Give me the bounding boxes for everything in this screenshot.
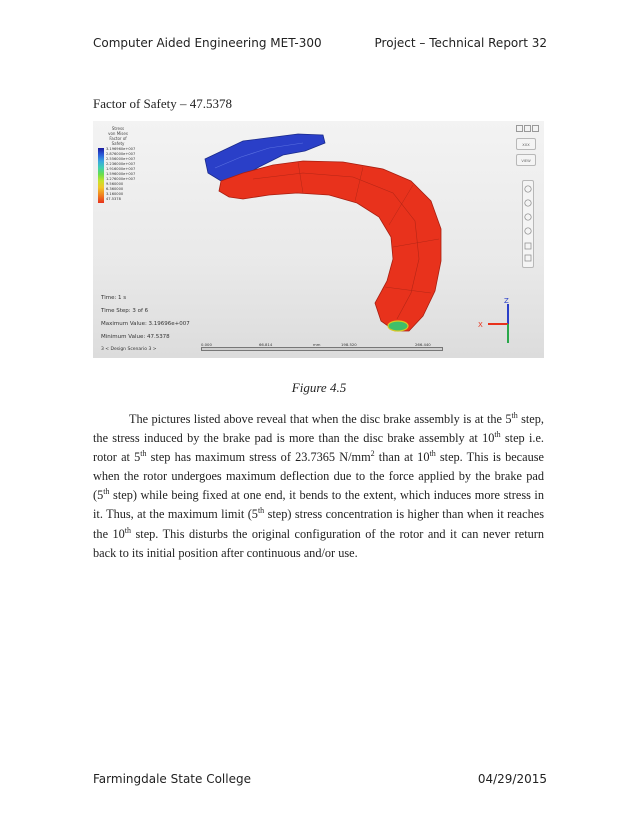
restore-icon[interactable]: [524, 125, 531, 132]
navigation-bar[interactable]: [522, 180, 534, 268]
svg-text:Z: Z: [504, 297, 509, 305]
footer-date: 04/29/2015: [477, 772, 547, 786]
page-header: [93, 36, 547, 56]
header-course-title: Computer Aided Engineering MET-300: [93, 36, 322, 50]
look-icon: [525, 243, 531, 249]
orbit-icon: [525, 186, 531, 192]
view-toolbar: [514, 124, 540, 264]
contact-stress-region: [388, 321, 408, 331]
fea-result-figure: [93, 121, 544, 358]
axis-triad-icon: [478, 297, 509, 343]
rotor-shape: [219, 161, 441, 331]
fit-icon: [525, 228, 531, 234]
minimize-icon[interactable]: [516, 125, 523, 132]
figure-caption: Figure 4.5: [291, 380, 347, 395]
section-icon: [525, 255, 531, 261]
view-cube-button[interactable]: XXX: [516, 138, 536, 150]
legend-values: 3.196960e+007 2.876000e+007 2.556000e+007 2.236000e+007 1.916000e+007 1.596000e+007 1.276000e+007 9.560000 6.360000 3.160000 47.5378: [106, 147, 136, 201]
zoom-icon: [525, 214, 531, 220]
footer-college: Farmingdale State College: [93, 772, 251, 786]
body-paragraph: The pictures listed above reveal that when the disc brake assembly is at the 5th step, the stress induced by the brake pad is more than the disc brake assembly at 10th step i.e. rotor at 5th step has maximum stress of 23.7365 $N/mm^2$ than at 10th step. This is because when the rotor undergoes maximum deflection due to the force applied by the brake pad (5th step) while being fixed at one end, it bends to the extent, which induces more stress in it. Thus, at the maximum limit (5th step) stress concentration is higher than when it reaches the 10th step. This disturbs the original configuration of the rotor and it can never return back to its initial position after continuous and/or use.: [93, 410, 544, 560]
legend-title: Stress von Mises Factor of Safety: [108, 126, 128, 146]
header-report-page: Project – Technical Report 32: [374, 36, 547, 50]
pan-icon: [525, 200, 531, 206]
minimum-value-label: Minimum Value: 47.5378: [101, 334, 170, 340]
page-footer: [93, 772, 547, 792]
time-step-label: Time Step: 3 of 6: [101, 308, 149, 314]
svg-text:X: X: [478, 321, 483, 329]
time-label: Time: 1 s: [101, 295, 127, 301]
maximum-value-label: Maximum Value: 3.19696e+007: [101, 321, 190, 327]
stress-color-legend: [98, 148, 104, 203]
window-controls: [514, 124, 540, 132]
view-button[interactable]: VIEW: [516, 154, 536, 166]
factor-of-safety-text: Factor of Safety – 47.5378: [93, 96, 233, 111]
design-scenario-label: 3 < Design Scenario 3 >: [101, 347, 157, 352]
scale-bar: 0.000 66.814 mm 198.520 266.440: [201, 343, 443, 351]
close-icon[interactable]: [532, 125, 539, 132]
